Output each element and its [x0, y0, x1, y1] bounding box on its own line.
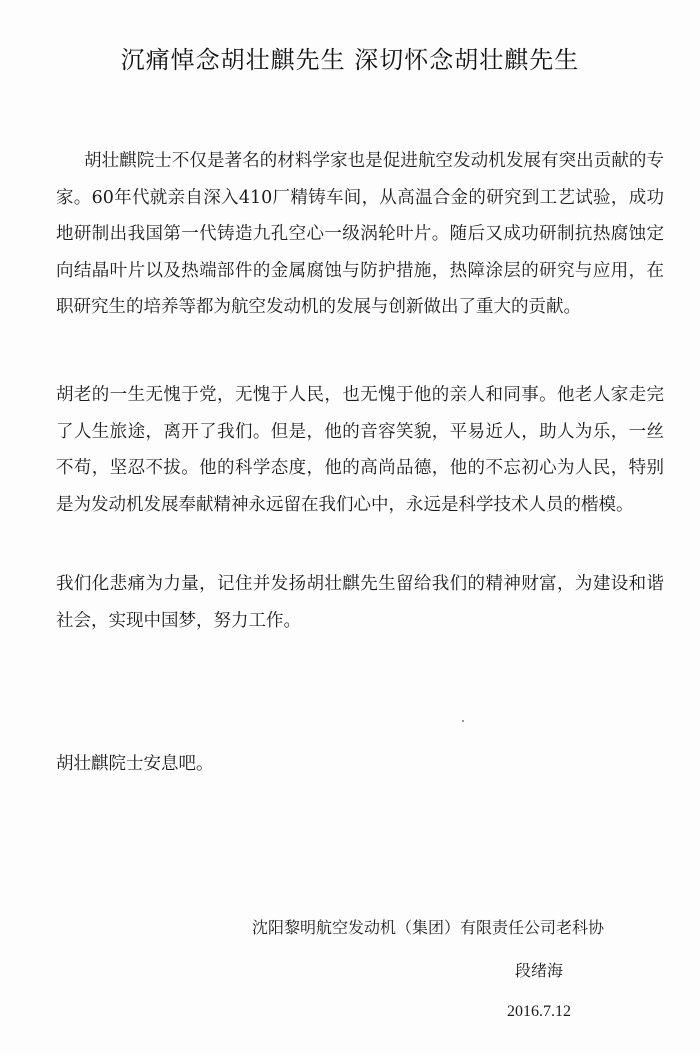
paragraph-3: 我们化悲痛为力量，记住并发扬胡壮麒先生留给我们的精神财富，为建设和谐社会，实现中国梦，努力工作。: [56, 574, 664, 631]
closing-line: 胡壮麒院士安息吧。: [56, 754, 214, 774]
paragraph-2: 胡老的一生无愧于党，无愧于人民，也无愧于他的亲人和同事。他老人家走完了人生旅途，离开了我们。但是，他的音容笑貌，平易近人，助人为乐，一丝不苟，坚忍不拔。他的科学态度，他的高尚品德，他的不忘初心为人民，特别是为发动机发展奉献精神永远留在我们心中，永远是科学技术人员的楷模。: [56, 385, 664, 515]
document-title: 沉痛悼念胡壮麒先生 深切怀念胡壮麒先生: [120, 46, 580, 74]
signature-organization: 沈阳黎明航空发动机（集团）有限责任公司老科协: [252, 918, 605, 937]
paragraph-1: 胡壮麒院士不仅是著名的材料学家也是促进航空发动机发展有突出贡献的专家。60年代就亲自深入410厂精铸车间，从高温合金的研究到工艺试验，成功地研制出我国第一代铸造九孔空心一级涡轮叶片。随后又成功研制抗热腐蚀定向结晶叶片以及热端部件的金属腐蚀与防护措施，热障涂层的研究与应用，在职研究生的培养等都为航空发动机的发展与创新做出了重大的贡献。: [56, 151, 664, 317]
signature-date: 2016.7.12: [507, 1003, 571, 1020]
signature-name: 段绪海: [515, 961, 564, 980]
scan-speck: [462, 720, 464, 722]
